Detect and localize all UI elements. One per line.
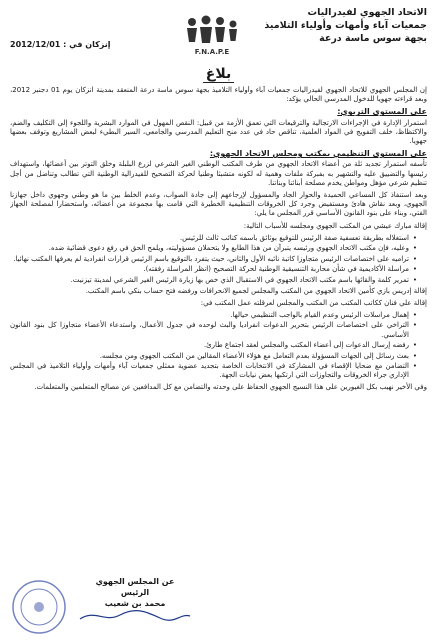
reasons-list-1 (10, 234, 427, 253)
list-item: • وعليه، فإن مكتب الاتحاد الجهوي ورئيسه يتبرآن من هذا الطابع ولا يتحملان مسؤوليته، ويلمح الحق في رفع دعوى قضائية ضده. (10, 244, 417, 253)
signature-role: عن المجلس الجهوي (95, 577, 175, 586)
section-heading-organizational: على المستوى التنظيمي بمكتب ومجلس الاتحاد الجهوي: (209, 149, 427, 159)
list-item: • مراسلة الأكاديمية في شأن محاربة التنسيقية الوطنية لحركة التصحيح (انظر المراسلة رفقته). (10, 265, 417, 274)
list-item: • استغلاله بطريقة تعسفية صفة الرئيس للتوقيع بوثائق باسمه كنائب ثالث للرئيس. (10, 234, 417, 243)
reasons-list-3 (10, 311, 427, 350)
paragraph-dismissal-3: إقالة علي فنان ككاتب المكتب من المكتب والمجلس لعرقلته عمل المكتب في: (200, 299, 427, 308)
signature-title: الرئيس (120, 588, 150, 597)
signature-name: محمد بن شعيب (104, 599, 166, 608)
date-line (10, 40, 150, 50)
handwritten-signature (75, 609, 195, 623)
intro-paragraph: إن المجلس الجهوي للاتحاد الجهوي لفيدراليات جمعيات آباء وأولياء التلاميذ بجهة سوس ماسة درعة المنعقد بمدينة انزكان يوم 01 دجنبر 2012، وبعد قراءته جهويا للدخول المدرسي الحالي يؤكد: (10, 86, 427, 104)
reasons-list-2 (10, 255, 427, 285)
document-body (10, 86, 427, 570)
list-item: • التضامن مع ضحايا الإقصاء في المشاركة في الانتخابات الخاصة بتجديد عضوية ممثلي جمعيات آباء وأمهات وأولياء التلاميذ في المجلس الإداري جراء الخروقات والتجاوزات التي ارتكبها بعض نيابات الجهة. (10, 362, 417, 380)
paragraph-educational: استمرار الإدارة في الإجراءات الارتجالية والترقيعات التي تعمق الأزمة من قبيل: النقص المهول في الموارد البشرية واللجوء إلى التكليف والضم، والاكتظاظ، خلف التفويج في المواد العلمية، تناقص حاد في عدد منح التعليم المدرسي والجامعي، السير البطيء لبعض المشاريع وتوقف بعضها جهويا. (10, 118, 427, 146)
logo-text: F.N.A.P.E (194, 48, 230, 56)
official-stamp (10, 578, 68, 636)
list-item: • تمرير كلمة والقائها باسم مكتب الاتحاد الجهوي في الاستقبال الذي خص بها زيارة الرئيس الغير الشرعي لمدينة تيزنيت. (10, 276, 417, 285)
list-item: • إهمال مراسلات الرئيس وعدم القيام بالواجب التنظيمي حيالها. (10, 311, 417, 320)
list-item: • التراخي على اختصاصات الرئيس بتحرير الدعوات انفراديا والبث لوحده في جدول الأعمال، واستدعاء الأعضاء متجاوزا كل بنود القانون الأساسي. (10, 321, 417, 339)
paragraph-organizational: تأسفه استمرار تجديد ثلة من أعضاء الاتحاد الجهوي من طرف المكتب الوطني الغير الشرعي لزرع البلبلة وخلق التوتر بين أعضائها، واستهداف رئيسها والتضييق عليه والتشهير به بفبركة ملفات وهمية له لكونه متشبثا وطنيا لحركة التصحيح للفيدرالية الوطنية التي تطالب وتناضل من أجل تنظيم شرعي مؤهل ومواطن يخدم مصلحة أبنائنا وبناتنا. (10, 160, 427, 187)
closing-paragraph: وفي الأخير نهيب بكل الغيورين على هذا النسيج الجهوي الحفاظ على وحدته والتضامن مع كل المدافعين عن مصالح المتعلمين والمتعلمات. (34, 382, 427, 391)
paragraph-dismissal-1: إقالة مبارك عيشي من المكتب الجهوي ومجلسه للأسباب التالية: (243, 221, 427, 230)
organization-logo (176, 12, 248, 58)
paragraph-decision-context: وبعد استنفاذ كل المساعي الحميدة والحوار الجاد والمسؤول لإرجاعهم إلى جادة الصواب، وعدم الخلط بين ما هو وطني وجهوي داخل جهازنا الجهوي، وبعد نقاش هادئ ومستفيض وجرد كل الخروقات التنظيمية الخطيرة التي قامت بها مجموعة من أعضائه، واستحضارا لمصلحة الجهاز الفتي، وبناء على بنود القانون الأساسي قرر المجلس ما يلي: (10, 191, 427, 218)
section-heading-educational: على المستوى التربوي: (337, 107, 427, 117)
org-name-line1: الاتحاد الجهوي لفيدراليات (307, 7, 427, 18)
date-label: إنزكان في : (63, 40, 111, 49)
list-item: • بعث رسائل إلى الجهات المسؤولة بعدم التعامل مع هؤلاء الأعضاء المقالين من المكتب الجهوي ومن مجلسه. (10, 352, 417, 361)
paragraph-dismissal-2: إقالة إدريس بازي كأمين الاتحاد الجهوي من المكتب والمجلس لجميع الانحرافات ورفضه فتح حساب بنكي باسم المكتب. (85, 286, 427, 295)
org-name-line3: بجهة سوس ماسة درعة (319, 33, 427, 44)
organization-header (237, 6, 427, 45)
list-item: • رفضه إرسال الدعوات إلى أعضاء المكتب والمجلس لعقد اجتماع طارئ. (10, 341, 417, 350)
org-name-line2: جمعيات آباء وأمهات وأولياء التلاميذ (264, 20, 427, 31)
list-item: • تراميه على اختصاصات الرئيس متجاوزا كاتبة نائبه الأول والثاني، حيث يتفرد بالتوقيع باسم الرئيس قرارات انفرادية لم يعرفها المكتب نهائيا. (10, 255, 417, 264)
title-text: بلاغ (203, 66, 234, 83)
signature-block (60, 576, 210, 626)
actions-list (10, 352, 427, 381)
date-value: 2012/12/01 (10, 40, 61, 49)
document-title (0, 66, 437, 82)
